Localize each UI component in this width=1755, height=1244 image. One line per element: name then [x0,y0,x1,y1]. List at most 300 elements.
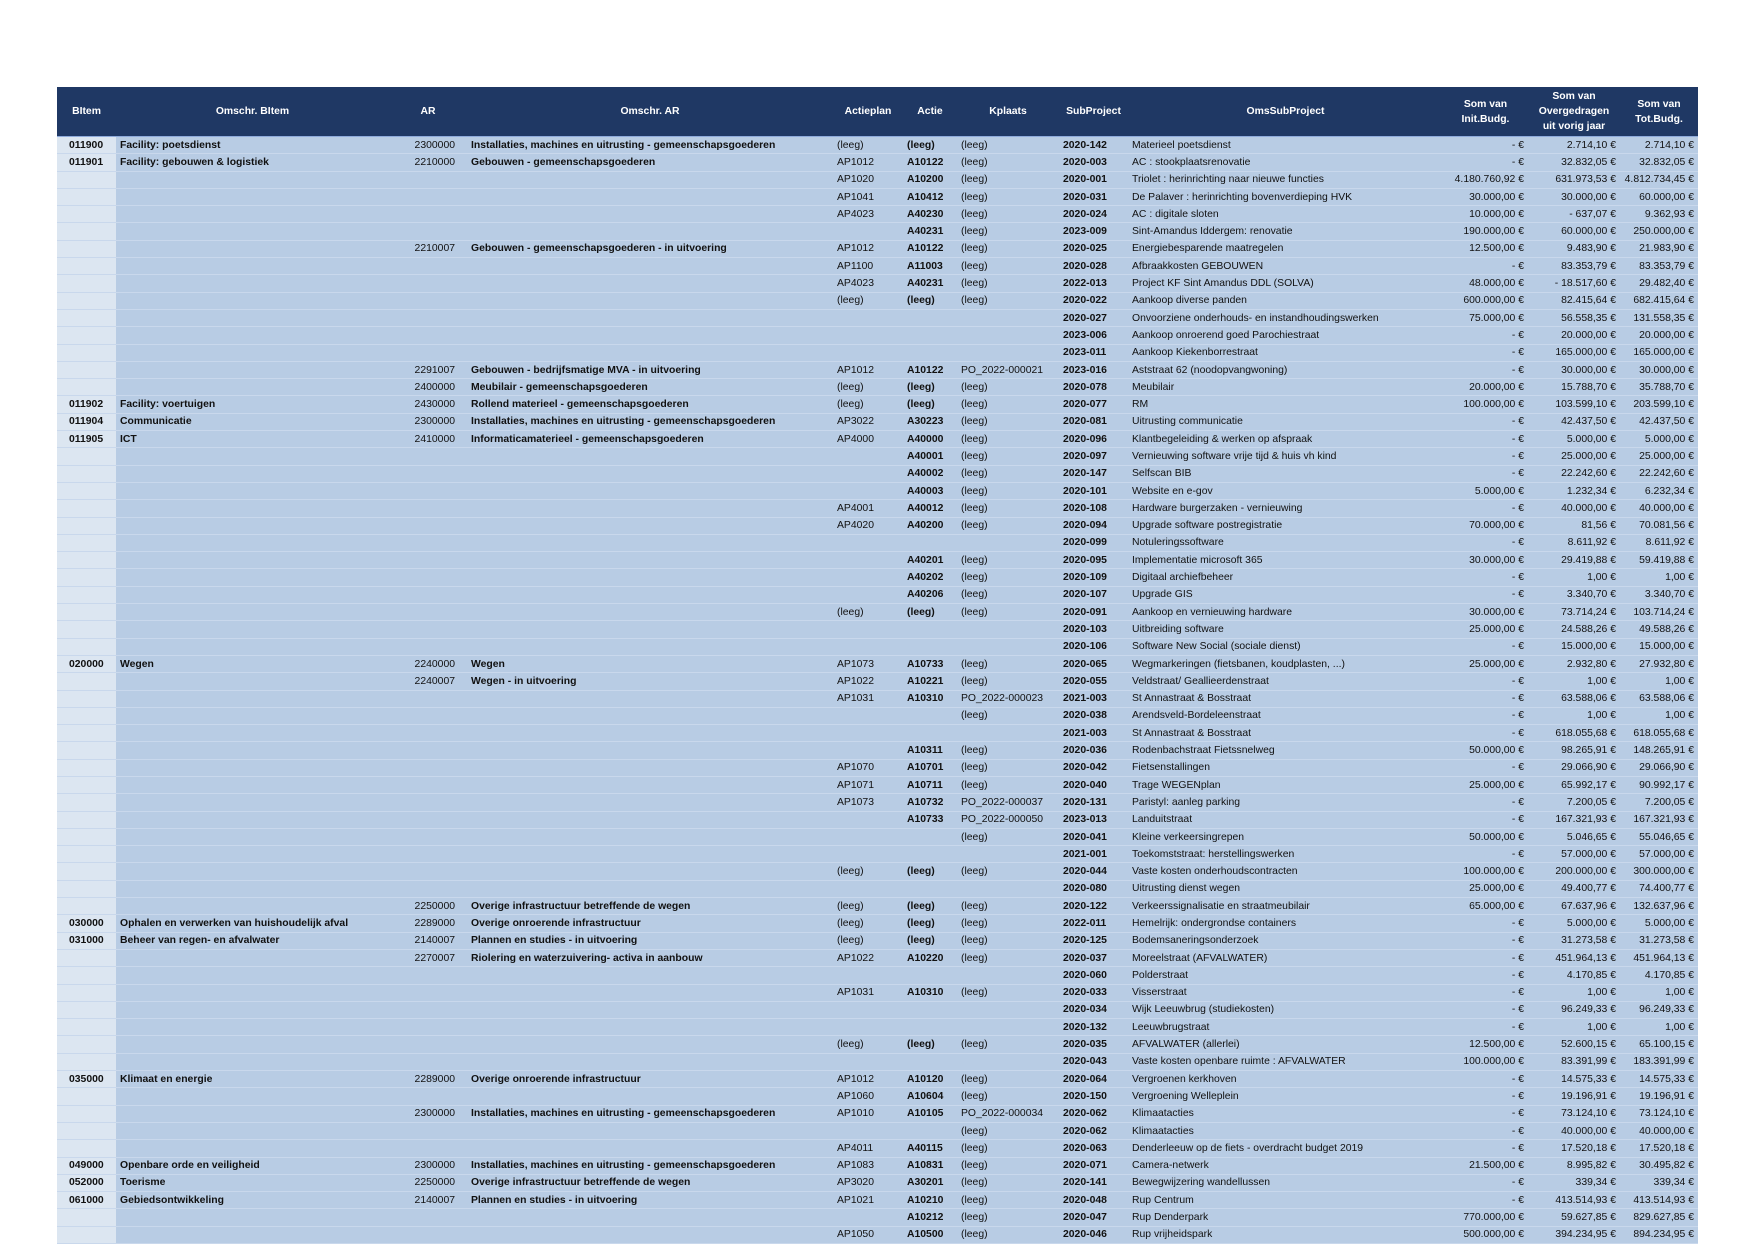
cell-omssubproject[interactable]: Vernieuwing software vrije tijd & huis vh kind [1128,448,1443,465]
cell-bitem[interactable] [57,206,116,223]
table-row[interactable] [57,1053,1698,1070]
cell-omschr-bitem[interactable] [116,586,389,603]
cell-tot-budg[interactable]: 14.575,33 € [1620,1071,1698,1088]
cell-ar[interactable] [389,534,467,551]
cell-actieplan[interactable] [833,880,903,897]
cell-actieplan[interactable]: AP1031 [833,690,903,707]
cell-actie[interactable]: A40003 [903,482,957,499]
cell-omssubproject[interactable]: Bodemsaneringsonderzoek [1128,932,1443,949]
cell-actieplan[interactable]: AP4001 [833,500,903,517]
cell-bitem[interactable] [57,690,116,707]
cell-omschr-bitem[interactable] [116,206,389,223]
cell-omschr-ar[interactable]: Overige onroerende infrastructuur [467,1071,833,1088]
cell-subproject[interactable]: 2020-101 [1059,482,1128,499]
cell-actie[interactable]: A10200 [903,171,957,188]
cell-kplaats[interactable]: (leeg) [957,500,1059,517]
cell-omssubproject[interactable]: Vergroening Welleplein [1128,1088,1443,1105]
cell-omschr-bitem[interactable] [116,500,389,517]
cell-omschr-bitem[interactable] [116,569,389,586]
cell-bitem[interactable] [57,707,116,724]
cell-actieplan[interactable]: AP4023 [833,206,903,223]
cell-omschr-ar[interactable]: Wegen - in uitvoering [467,673,833,690]
cell-tot-budg[interactable]: 42.437,50 € [1620,413,1698,430]
cell-init-budg[interactable]: 30.000,00 € [1443,188,1528,205]
cell-overgedragen[interactable]: 96.249,33 € [1528,1001,1620,1018]
cell-init-budg[interactable]: 65.000,00 € [1443,898,1528,915]
cell-init-budg[interactable]: - € [1443,984,1528,1001]
cell-actieplan[interactable]: AP1012 [833,240,903,257]
table-row[interactable] [57,1192,1698,1209]
cell-omschr-ar[interactable] [467,171,833,188]
cell-init-budg[interactable]: - € [1443,586,1528,603]
cell-ar[interactable]: 2291007 [389,361,467,378]
cell-bitem[interactable] [57,188,116,205]
cell-tot-budg[interactable]: 57.000,00 € [1620,846,1698,863]
cell-bitem[interactable] [57,1088,116,1105]
cell-init-budg[interactable]: - € [1443,344,1528,361]
cell-omschr-ar[interactable] [467,984,833,1001]
cell-init-budg[interactable]: 50.000,00 € [1443,742,1528,759]
cell-omschr-ar[interactable] [467,258,833,275]
cell-init-budg[interactable]: - € [1443,465,1528,482]
table-row[interactable] [57,361,1698,378]
table-row[interactable] [57,171,1698,188]
cell-kplaats[interactable]: (leeg) [957,1071,1059,1088]
cell-actieplan[interactable]: AP1083 [833,1157,903,1174]
cell-omschr-bitem[interactable] [116,344,389,361]
cell-omschr-ar[interactable] [467,223,833,240]
cell-subproject[interactable]: 2020-065 [1059,655,1128,672]
cell-omssubproject[interactable]: Aankoop Kiekenborrestraat [1128,344,1443,361]
cell-init-budg[interactable]: 25.000,00 € [1443,621,1528,638]
cell-omschr-ar[interactable] [467,967,833,984]
cell-subproject[interactable]: 2020-150 [1059,1088,1128,1105]
cell-overgedragen[interactable]: 7.200,05 € [1528,794,1620,811]
cell-actieplan[interactable] [833,846,903,863]
col-header-subproject[interactable]: SubProject [1059,87,1128,137]
cell-tot-budg[interactable]: 55.046,65 € [1620,828,1698,845]
table-row[interactable] [57,742,1698,759]
cell-ar[interactable] [389,517,467,534]
cell-kplaats[interactable]: (leeg) [957,206,1059,223]
cell-subproject[interactable]: 2020-042 [1059,759,1128,776]
cell-omssubproject[interactable]: De Palaver : herinrichting bovenverdieping HVK [1128,188,1443,205]
cell-overgedragen[interactable]: 42.437,50 € [1528,413,1620,430]
cell-bitem[interactable] [57,984,116,1001]
cell-omschr-bitem[interactable] [116,690,389,707]
table-row[interactable] [57,275,1698,292]
cell-kplaats[interactable]: (leeg) [957,1174,1059,1191]
cell-actie[interactable]: A10733 [903,811,957,828]
cell-kplaats[interactable]: (leeg) [957,482,1059,499]
cell-tot-budg[interactable]: 83.353,79 € [1620,258,1698,275]
cell-actieplan[interactable] [833,327,903,344]
cell-actie[interactable] [903,534,957,551]
cell-tot-budg[interactable]: 65.100,15 € [1620,1036,1698,1053]
cell-init-budg[interactable]: - € [1443,258,1528,275]
cell-tot-budg[interactable]: 4.812.734,45 € [1620,171,1698,188]
cell-subproject[interactable]: 2020-062 [1059,1105,1128,1122]
table-row[interactable] [57,534,1698,551]
cell-ar[interactable] [389,846,467,863]
cell-omschr-ar[interactable] [467,344,833,361]
cell-ar[interactable] [389,880,467,897]
cell-ar[interactable] [389,811,467,828]
cell-overgedragen[interactable]: 67.637,96 € [1528,898,1620,915]
cell-overgedragen[interactable]: 30.000,00 € [1528,188,1620,205]
cell-tot-budg[interactable]: 49.588,26 € [1620,621,1698,638]
cell-subproject[interactable]: 2020-048 [1059,1192,1128,1209]
cell-init-budg[interactable]: - € [1443,413,1528,430]
cell-omssubproject[interactable]: Uitrusting dienst wegen [1128,880,1443,897]
cell-ar[interactable]: 2289000 [389,915,467,932]
cell-omschr-bitem[interactable] [116,638,389,655]
cell-init-budg[interactable]: - € [1443,915,1528,932]
cell-overgedragen[interactable]: 451.964,13 € [1528,949,1620,966]
cell-omschr-bitem[interactable] [116,776,389,793]
cell-omssubproject[interactable]: Aankoop onroerend goed Parochiestraat [1128,327,1443,344]
cell-overgedragen[interactable]: 394.234,95 € [1528,1226,1620,1243]
cell-actieplan[interactable] [833,223,903,240]
cell-omschr-bitem[interactable] [116,880,389,897]
cell-subproject[interactable]: 2020-041 [1059,828,1128,845]
cell-omschr-ar[interactable] [467,707,833,724]
cell-actieplan[interactable] [833,482,903,499]
cell-actieplan[interactable]: AP1041 [833,188,903,205]
cell-actieplan[interactable]: AP1022 [833,949,903,966]
cell-overgedragen[interactable]: 5.000,00 € [1528,915,1620,932]
cell-ar[interactable]: 2140007 [389,932,467,949]
cell-ar[interactable] [389,171,467,188]
cell-kplaats[interactable]: (leeg) [957,742,1059,759]
cell-omschr-bitem[interactable]: Facility: voertuigen [116,396,389,413]
col-header-init-budg[interactable]: Som van Init.Budg. [1443,87,1528,137]
cell-actie[interactable]: A10310 [903,984,957,1001]
cell-ar[interactable] [389,569,467,586]
cell-omschr-ar[interactable] [467,465,833,482]
table-row[interactable] [57,915,1698,932]
cell-kplaats[interactable]: PO_2022-000037 [957,794,1059,811]
cell-actie[interactable]: A10220 [903,949,957,966]
cell-omssubproject[interactable]: Klantbegeleiding & werken op afspraak [1128,431,1443,448]
cell-tot-budg[interactable]: 4.170,85 € [1620,967,1698,984]
cell-omschr-ar[interactable] [467,776,833,793]
cell-tot-budg[interactable]: 22.242,60 € [1620,465,1698,482]
cell-omssubproject[interactable]: Leeuwbrugstraat [1128,1019,1443,1036]
cell-omssubproject[interactable]: Vaste kosten openbare ruimte : AFVALWATER [1128,1053,1443,1070]
cell-actieplan[interactable]: AP1073 [833,655,903,672]
cell-omschr-ar[interactable] [467,1122,833,1139]
cell-kplaats[interactable] [957,1019,1059,1036]
cell-kplaats[interactable]: (leeg) [957,1209,1059,1226]
cell-kplaats[interactable]: (leeg) [957,223,1059,240]
cell-omschr-bitem[interactable] [116,949,389,966]
cell-omschr-ar[interactable] [467,742,833,759]
cell-subproject[interactable]: 2020-077 [1059,396,1128,413]
cell-actie[interactable]: A40206 [903,586,957,603]
cell-omssubproject[interactable]: Wegmarkeringen (fietsbanen, koudplasten, ...) [1128,655,1443,672]
cell-init-budg[interactable]: - € [1443,1019,1528,1036]
cell-overgedragen[interactable]: 29.066,90 € [1528,759,1620,776]
table-row[interactable] [57,846,1698,863]
cell-bitem[interactable] [57,1209,116,1226]
cell-omssubproject[interactable]: Materieel poetsdienst [1128,137,1443,154]
cell-actieplan[interactable]: (leeg) [833,379,903,396]
cell-bitem[interactable] [57,1019,116,1036]
cell-init-budg[interactable]: 10.000,00 € [1443,206,1528,223]
cell-omschr-ar[interactable]: Plannen en studies - in uitvoering [467,1192,833,1209]
cell-tot-budg[interactable]: 165.000,00 € [1620,344,1698,361]
cell-init-budg[interactable]: - € [1443,154,1528,171]
cell-omschr-ar[interactable] [467,811,833,828]
cell-omssubproject[interactable]: St Annastraat & Bosstraat [1128,725,1443,742]
cell-tot-budg[interactable]: 70.081,56 € [1620,517,1698,534]
cell-overgedragen[interactable]: 8.611,92 € [1528,534,1620,551]
cell-omssubproject[interactable]: AFVALWATER (allerlei) [1128,1036,1443,1053]
cell-actieplan[interactable] [833,552,903,569]
cell-omschr-bitem[interactable] [116,327,389,344]
cell-kplaats[interactable]: (leeg) [957,552,1059,569]
cell-tot-budg[interactable]: 167.321,93 € [1620,811,1698,828]
cell-omssubproject[interactable]: Aststraat 62 (noodopvangwoning) [1128,361,1443,378]
cell-omssubproject[interactable]: Rup Denderpark [1128,1209,1443,1226]
cell-overgedragen[interactable]: 15.788,70 € [1528,379,1620,396]
cell-tot-budg[interactable]: 2.714,10 € [1620,137,1698,154]
cell-kplaats[interactable]: (leeg) [957,1226,1059,1243]
cell-actie[interactable]: A10711 [903,776,957,793]
cell-subproject[interactable]: 2020-091 [1059,604,1128,621]
cell-actieplan[interactable]: AP1010 [833,1105,903,1122]
cell-init-budg[interactable]: 190.000,00 € [1443,223,1528,240]
cell-init-budg[interactable]: 70.000,00 € [1443,517,1528,534]
cell-actieplan[interactable]: AP3022 [833,413,903,430]
cell-ar[interactable] [389,794,467,811]
cell-omschr-bitem[interactable] [116,1140,389,1157]
table-row[interactable] [57,1209,1698,1226]
cell-ar[interactable] [389,1019,467,1036]
cell-overgedragen[interactable]: 29.419,88 € [1528,552,1620,569]
cell-subproject[interactable]: 2023-011 [1059,344,1128,361]
cell-bitem[interactable] [57,379,116,396]
cell-subproject[interactable]: 2020-095 [1059,552,1128,569]
cell-omschr-bitem[interactable] [116,811,389,828]
cell-omschr-ar[interactable] [467,880,833,897]
cell-ar[interactable] [389,465,467,482]
cell-subproject[interactable]: 2020-071 [1059,1157,1128,1174]
cell-actie[interactable]: A10500 [903,1226,957,1243]
cell-tot-budg[interactable]: 103.714,24 € [1620,604,1698,621]
cell-ar[interactable] [389,586,467,603]
cell-kplaats[interactable]: (leeg) [957,413,1059,430]
cell-bitem[interactable]: 061000 [57,1192,116,1209]
cell-omssubproject[interactable]: Moreelstraat (AFVALWATER) [1128,949,1443,966]
cell-kplaats[interactable] [957,967,1059,984]
cell-kplaats[interactable]: (leeg) [957,776,1059,793]
cell-kplaats[interactable] [957,534,1059,551]
cell-kplaats[interactable]: (leeg) [957,292,1059,309]
cell-subproject[interactable]: 2020-097 [1059,448,1128,465]
cell-ar[interactable]: 2430000 [389,396,467,413]
table-row[interactable] [57,292,1698,309]
cell-init-budg[interactable]: - € [1443,1122,1528,1139]
cell-tot-budg[interactable]: 451.964,13 € [1620,949,1698,966]
cell-init-budg[interactable]: 30.000,00 € [1443,604,1528,621]
cell-init-budg[interactable]: - € [1443,707,1528,724]
cell-omschr-ar[interactable] [467,188,833,205]
col-header-ar[interactable]: AR [389,87,467,137]
cell-init-budg[interactable]: 50.000,00 € [1443,828,1528,845]
cell-subproject[interactable]: 2020-125 [1059,932,1128,949]
cell-tot-budg[interactable]: 29.482,40 € [1620,275,1698,292]
cell-actie[interactable]: (leeg) [903,863,957,880]
cell-actieplan[interactable]: AP4023 [833,275,903,292]
cell-actieplan[interactable] [833,1122,903,1139]
cell-ar[interactable]: 2410000 [389,431,467,448]
cell-omssubproject[interactable]: Uitrusting communicatie [1128,413,1443,430]
cell-actieplan[interactable] [833,309,903,326]
cell-kplaats[interactable]: (leeg) [957,188,1059,205]
cell-omschr-bitem[interactable] [116,240,389,257]
table-row[interactable] [57,811,1698,828]
cell-omssubproject[interactable]: Arendsveld-Bordeleenstraat [1128,707,1443,724]
cell-init-budg[interactable]: 25.000,00 € [1443,776,1528,793]
cell-overgedragen[interactable]: 40.000,00 € [1528,500,1620,517]
cell-kplaats[interactable]: (leeg) [957,759,1059,776]
cell-overgedragen[interactable]: 103.599,10 € [1528,396,1620,413]
cell-omssubproject[interactable]: Notuleringssoftware [1128,534,1443,551]
cell-omschr-bitem[interactable] [116,448,389,465]
cell-overgedragen[interactable]: 167.321,93 € [1528,811,1620,828]
cell-bitem[interactable]: 052000 [57,1174,116,1191]
cell-kplaats[interactable]: (leeg) [957,1192,1059,1209]
cell-omschr-bitem[interactable] [116,171,389,188]
cell-overgedragen[interactable]: 52.600,15 € [1528,1036,1620,1053]
cell-bitem[interactable] [57,621,116,638]
cell-init-budg[interactable]: 48.000,00 € [1443,275,1528,292]
cell-bitem[interactable] [57,1036,116,1053]
cell-omssubproject[interactable]: Trage WEGENplan [1128,776,1443,793]
cell-actieplan[interactable] [833,569,903,586]
cell-actieplan[interactable]: AP1020 [833,171,903,188]
cell-ar[interactable] [389,1122,467,1139]
cell-tot-budg[interactable]: 60.000,00 € [1620,188,1698,205]
cell-overgedragen[interactable]: 9.483,90 € [1528,240,1620,257]
cell-actieplan[interactable] [833,742,903,759]
cell-overgedragen[interactable]: 56.558,35 € [1528,309,1620,326]
cell-omschr-ar[interactable]: Meubilair - gemeenschapsgoederen [467,379,833,396]
table-row[interactable] [57,673,1698,690]
cell-kplaats[interactable]: (leeg) [957,707,1059,724]
cell-ar[interactable] [389,258,467,275]
cell-omschr-ar[interactable]: Gebouwen - gemeenschapsgoederen - in uitvoering [467,240,833,257]
cell-ar[interactable] [389,188,467,205]
cell-actie[interactable] [903,880,957,897]
cell-actieplan[interactable] [833,534,903,551]
cell-subproject[interactable]: 2020-028 [1059,258,1128,275]
cell-omssubproject[interactable]: Klimaatacties [1128,1122,1443,1139]
cell-bitem[interactable]: 011905 [57,431,116,448]
cell-kplaats[interactable] [957,880,1059,897]
cell-overgedragen[interactable]: 65.992,17 € [1528,776,1620,793]
cell-bitem[interactable] [57,171,116,188]
cell-omschr-bitem[interactable] [116,482,389,499]
cell-omschr-ar[interactable] [467,794,833,811]
cell-overgedragen[interactable]: 83.391,99 € [1528,1053,1620,1070]
cell-subproject[interactable]: 2020-141 [1059,1174,1128,1191]
cell-actie[interactable]: A40001 [903,448,957,465]
cell-omschr-ar[interactable] [467,638,833,655]
cell-omschr-bitem[interactable] [116,794,389,811]
cell-omschr-ar[interactable]: Wegen [467,655,833,672]
cell-kplaats[interactable] [957,1001,1059,1018]
table-row[interactable] [57,413,1698,430]
cell-actie[interactable]: A40115 [903,1140,957,1157]
cell-actie[interactable]: A10105 [903,1105,957,1122]
cell-subproject[interactable]: 2020-060 [1059,967,1128,984]
cell-actieplan[interactable]: AP1031 [833,984,903,1001]
cell-tot-budg[interactable]: 5.000,00 € [1620,431,1698,448]
cell-actie[interactable]: (leeg) [903,379,957,396]
table-row[interactable] [57,604,1698,621]
cell-omschr-ar[interactable]: Riolering en waterzuivering- activa in aanbouw [467,949,833,966]
cell-kplaats[interactable]: (leeg) [957,863,1059,880]
cell-subproject[interactable]: 2020-078 [1059,379,1128,396]
cell-actieplan[interactable]: AP1022 [833,673,903,690]
cell-init-budg[interactable]: - € [1443,569,1528,586]
cell-init-budg[interactable]: 4.180.760,92 € [1443,171,1528,188]
col-header-tot-budg[interactable]: Som van Tot.Budg. [1620,87,1698,137]
cell-omschr-ar[interactable] [467,604,833,621]
table-row[interactable] [57,344,1698,361]
cell-omschr-bitem[interactable] [116,361,389,378]
cell-overgedragen[interactable]: 1,00 € [1528,673,1620,690]
cell-tot-budg[interactable]: 59.419,88 € [1620,552,1698,569]
cell-tot-budg[interactable]: 17.520,18 € [1620,1140,1698,1157]
cell-omschr-bitem[interactable] [116,1209,389,1226]
cell-tot-budg[interactable]: 74.400,77 € [1620,880,1698,897]
cell-tot-budg[interactable]: 19.196,91 € [1620,1088,1698,1105]
cell-actieplan[interactable] [833,707,903,724]
cell-ar[interactable] [389,984,467,1001]
cell-omschr-bitem[interactable]: Klimaat en energie [116,1071,389,1088]
cell-bitem[interactable] [57,863,116,880]
cell-ar[interactable]: 2400000 [389,379,467,396]
cell-bitem[interactable] [57,569,116,586]
cell-init-budg[interactable]: - € [1443,534,1528,551]
cell-tot-budg[interactable]: 20.000,00 € [1620,327,1698,344]
cell-kplaats[interactable]: (leeg) [957,137,1059,154]
cell-overgedragen[interactable]: 24.588,26 € [1528,621,1620,638]
cell-omssubproject[interactable]: Triolet : herinrichting naar nieuwe functies [1128,171,1443,188]
cell-kplaats[interactable]: (leeg) [957,517,1059,534]
cell-ar[interactable] [389,344,467,361]
cell-tot-budg[interactable]: 250.000,00 € [1620,223,1698,240]
cell-tot-budg[interactable]: 618.055,68 € [1620,725,1698,742]
cell-init-budg[interactable]: - € [1443,1088,1528,1105]
cell-omschr-ar[interactable] [467,275,833,292]
cell-tot-budg[interactable]: 9.362,93 € [1620,206,1698,223]
cell-overgedragen[interactable]: 3.340,70 € [1528,586,1620,603]
cell-actieplan[interactable]: AP1073 [833,794,903,811]
cell-omschr-bitem[interactable] [116,725,389,742]
cell-init-budg[interactable]: - € [1443,811,1528,828]
cell-omschr-ar[interactable] [467,1036,833,1053]
cell-kplaats[interactable] [957,1053,1059,1070]
cell-subproject[interactable]: 2020-003 [1059,154,1128,171]
table-row[interactable] [57,949,1698,966]
cell-overgedragen[interactable]: 19.196,91 € [1528,1088,1620,1105]
cell-subproject[interactable]: 2020-062 [1059,1122,1128,1139]
